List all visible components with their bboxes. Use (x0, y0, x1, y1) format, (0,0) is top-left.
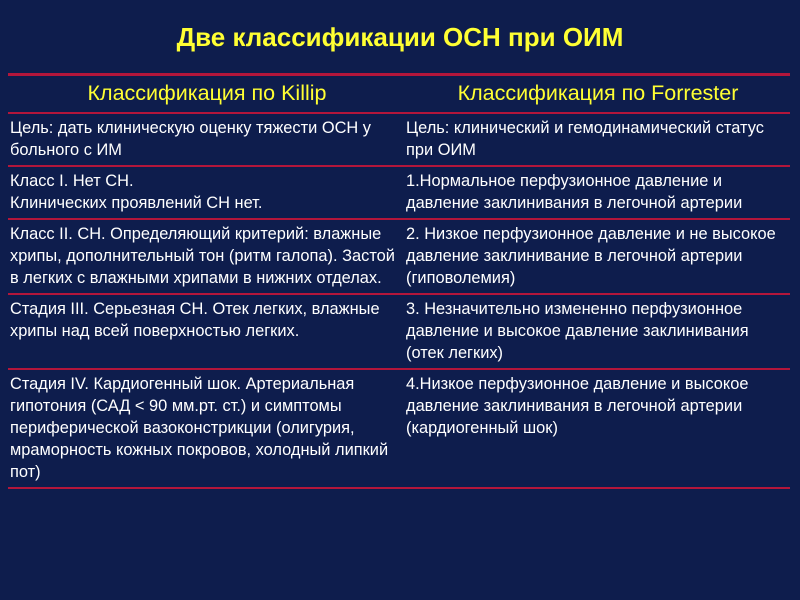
header-killip: Классификация по Killip (8, 75, 406, 114)
killip-cell: Стадия III. Серьезная СН. Отек легких, влажные хрипы над всей поверхностью легких. (8, 294, 406, 369)
table-header-row (8, 75, 790, 114)
classification-table (8, 73, 790, 489)
killip-cell: Стадия IV. Кардиогенный шок. Артериальная гипотония (САД < 90 мм.рт. ст.) и симптомы периферической вазоконстрикции (олигурия, мраморность кожных покровов, холодный липкий пот) (8, 369, 406, 488)
killip-cell: Класс II. СН. Определяющий критерий: влажные хрипы, дополнительный тон (ритм галопа). Застой в легких с влажными хрипами в нижних отделах. (8, 219, 406, 294)
forrester-cell: Цель: клинический и гемодинамический статус при ОИМ (406, 113, 790, 166)
killip-cell: Цель: дать клиническую оценку тяжести ОСН у больного с ИМ (8, 113, 406, 166)
table-row (8, 166, 790, 219)
forrester-cell: 1.Нормальное перфузионное давление и давление заклинивания в легочной артерии (406, 166, 790, 219)
forrester-cell: 2. Низкое перфузионное давление и не высокое давление заклинивание в легочной артерии (гиповолемия) (406, 219, 790, 294)
killip-cell: Класс I. Нет СН. Клинических проявлений СН нет. (8, 166, 406, 219)
table-row (8, 369, 790, 488)
header-forrester: Классификация по Forrester (406, 75, 790, 114)
forrester-cell: 4.Низкое перфузионное давление и высокое давление заклинивания в легочной артерии (кардиогенный шок) (406, 369, 790, 488)
table-row (8, 113, 790, 166)
slide-title: Две классификации ОСН при ОИМ (176, 22, 624, 52)
table-row (8, 219, 790, 294)
table-row (8, 294, 790, 369)
forrester-cell: 3. Незначительно измененно перфузионное давление и высокое давление заклинивания (отек легких) (406, 294, 790, 369)
